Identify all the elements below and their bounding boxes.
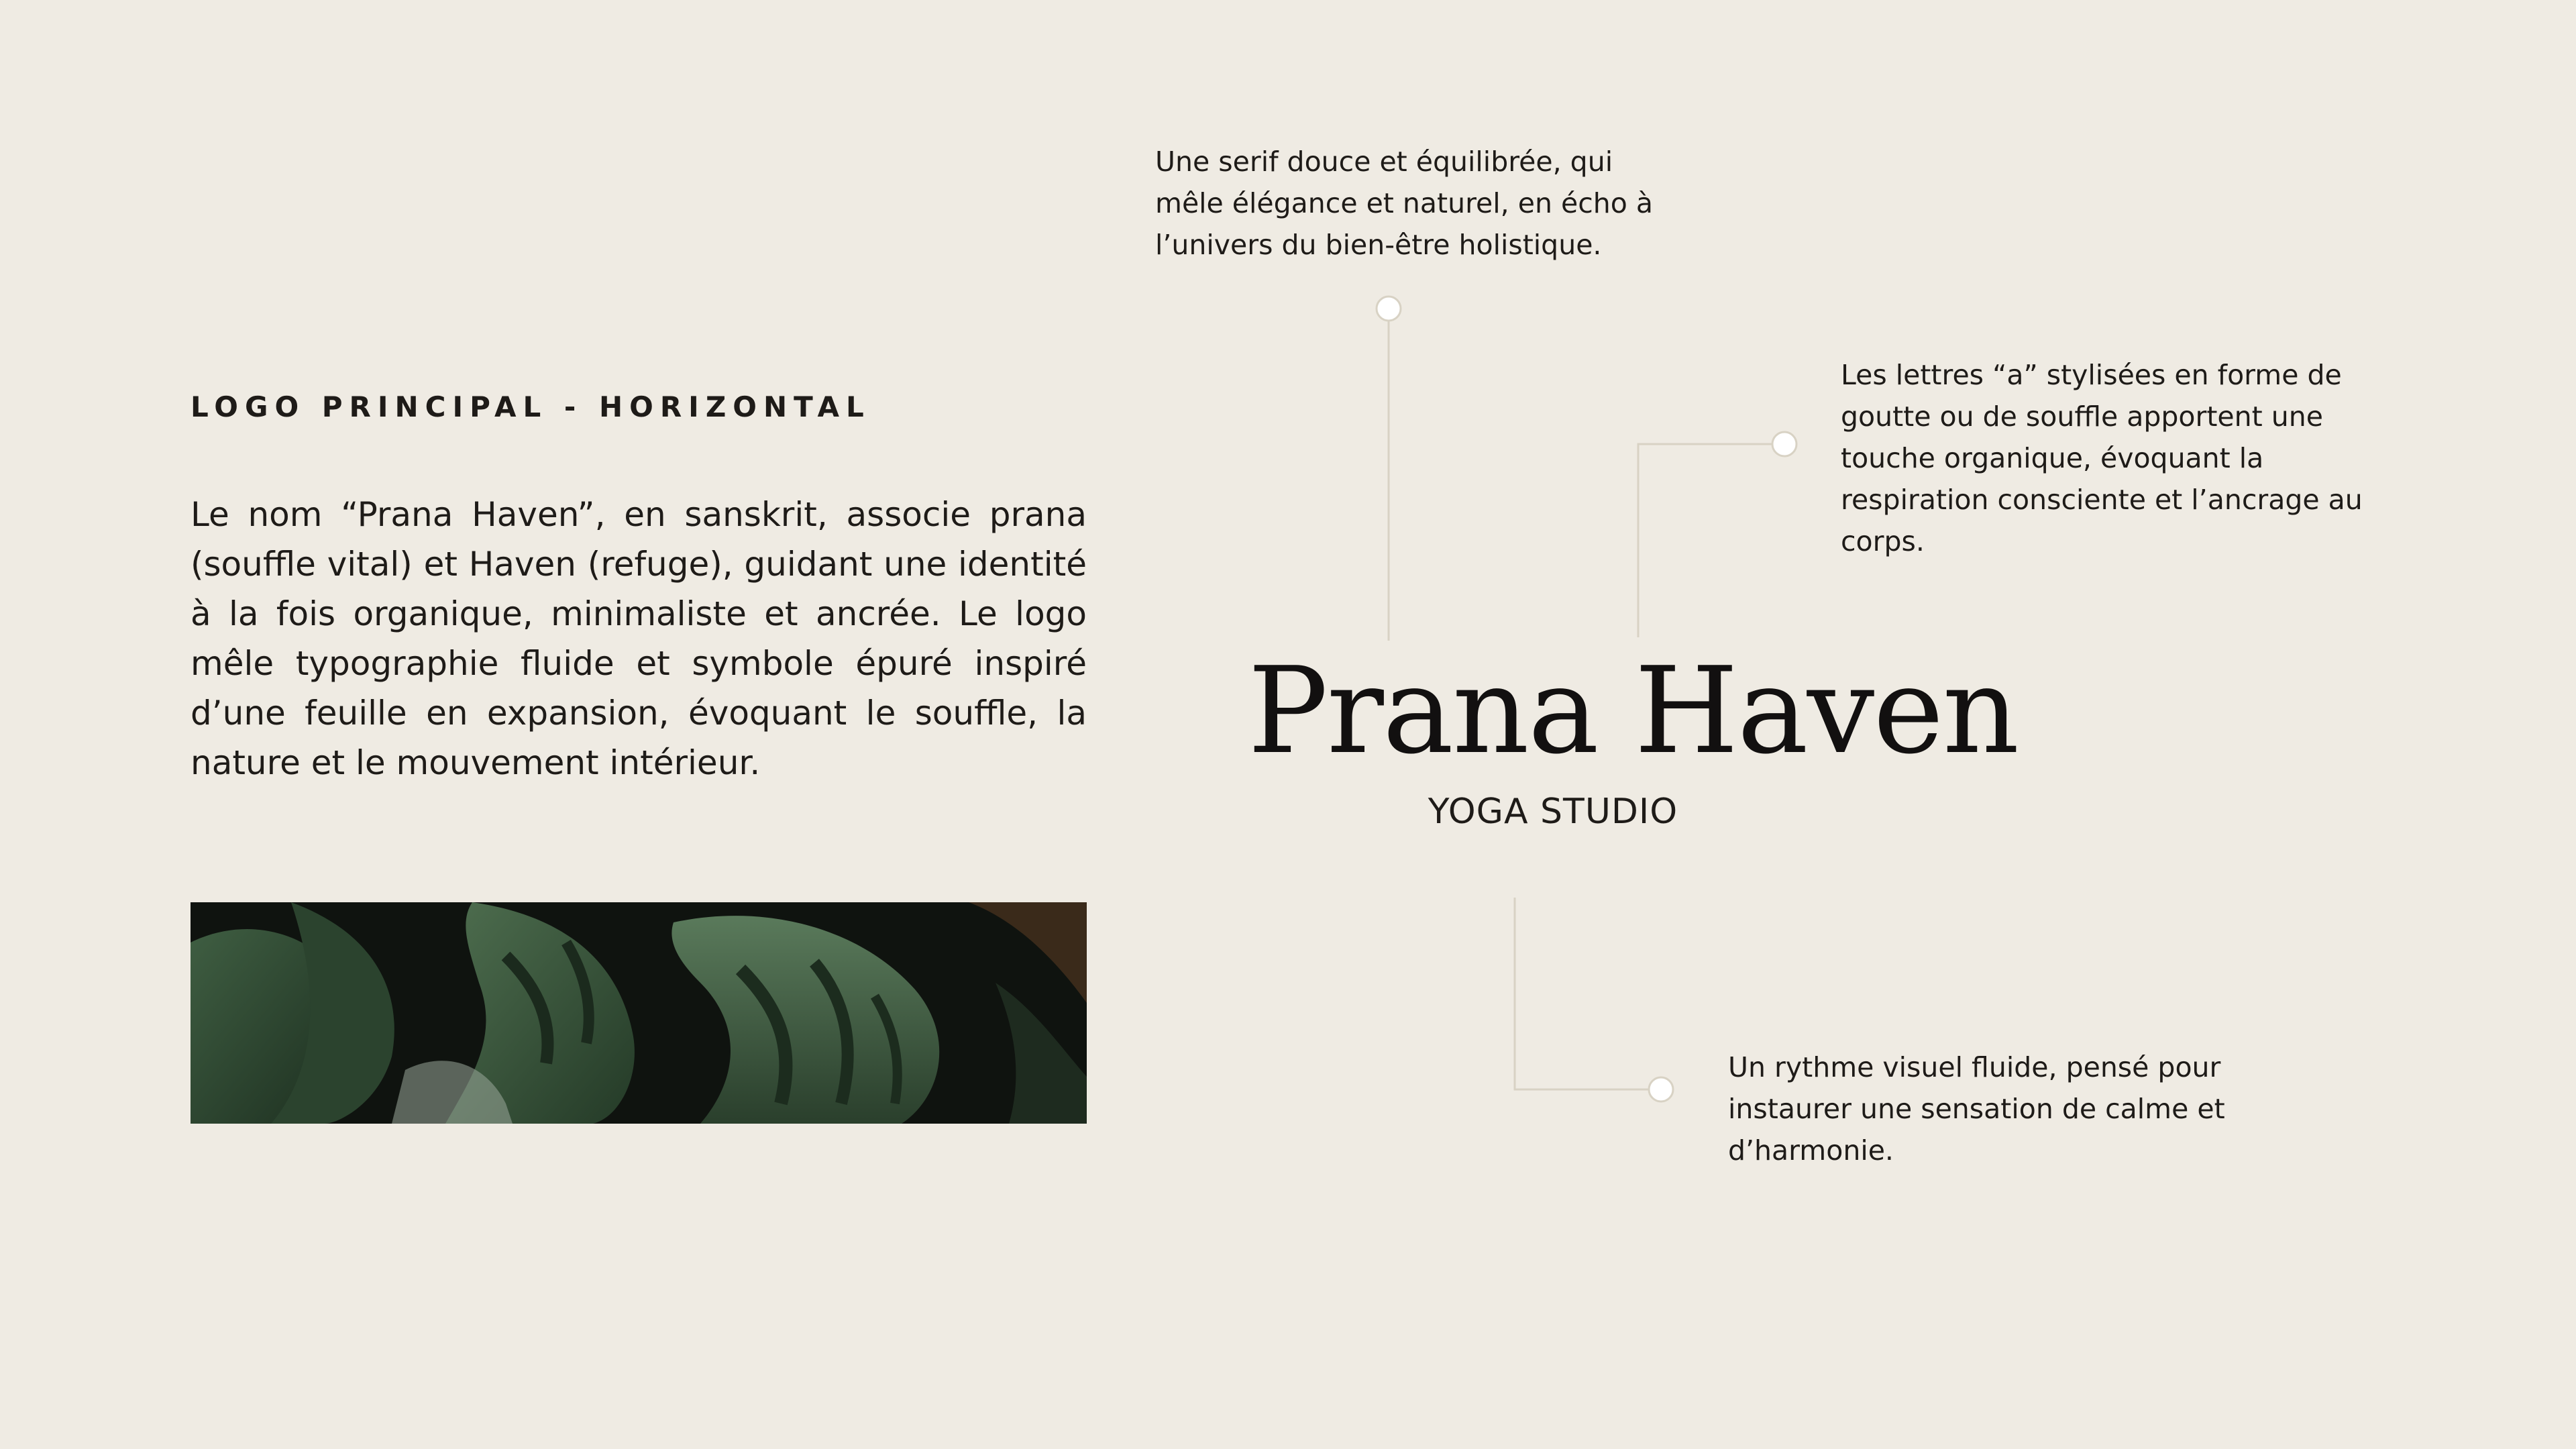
annotation-typography: Une serif douce et équilibrée, qui mêle élégance et naturel, en écho à l’univers du bien-être holistique. <box>1155 146 1653 261</box>
connector-dot-2 <box>1772 432 1796 456</box>
intro-paragraph: Le nom “Prana Haven”, en sanskrit, associe prana (souffle vital) et Haven (refuge), guidant une identité à la fois organique, minimaliste et ancrée. Le logo mêle typographie fluide et symbole épuré inspiré d’une feuille en expansion, évoquant le souffle, la nature et le mouvement intérieur. <box>191 495 1087 782</box>
connector-dot-1 <box>1377 297 1401 321</box>
logo-wordmark: Prana Haven <box>1248 641 2019 780</box>
section-title: LOGO PRINCIPAL - HORIZONTAL <box>191 390 871 423</box>
connector-line-3 <box>1515 898 1649 1089</box>
logo-subtitle: YOGA STUDIO <box>1428 792 1678 832</box>
annotation-rhythm: Un rythme visuel fluide, pensé pour instaurer une sensation de calme et d’harmonie. <box>1728 1051 2225 1167</box>
monstera-leaves-photo <box>191 902 1087 1124</box>
connector-line-2 <box>1638 444 1772 637</box>
annotation-letter-a: Les lettres “a” stylisées en forme de goutte ou de souffle apportent une touche organique, évoquant la respiration consciente et l’ancrage au corps. <box>1841 359 2363 557</box>
connector-dot-3 <box>1649 1077 1673 1102</box>
